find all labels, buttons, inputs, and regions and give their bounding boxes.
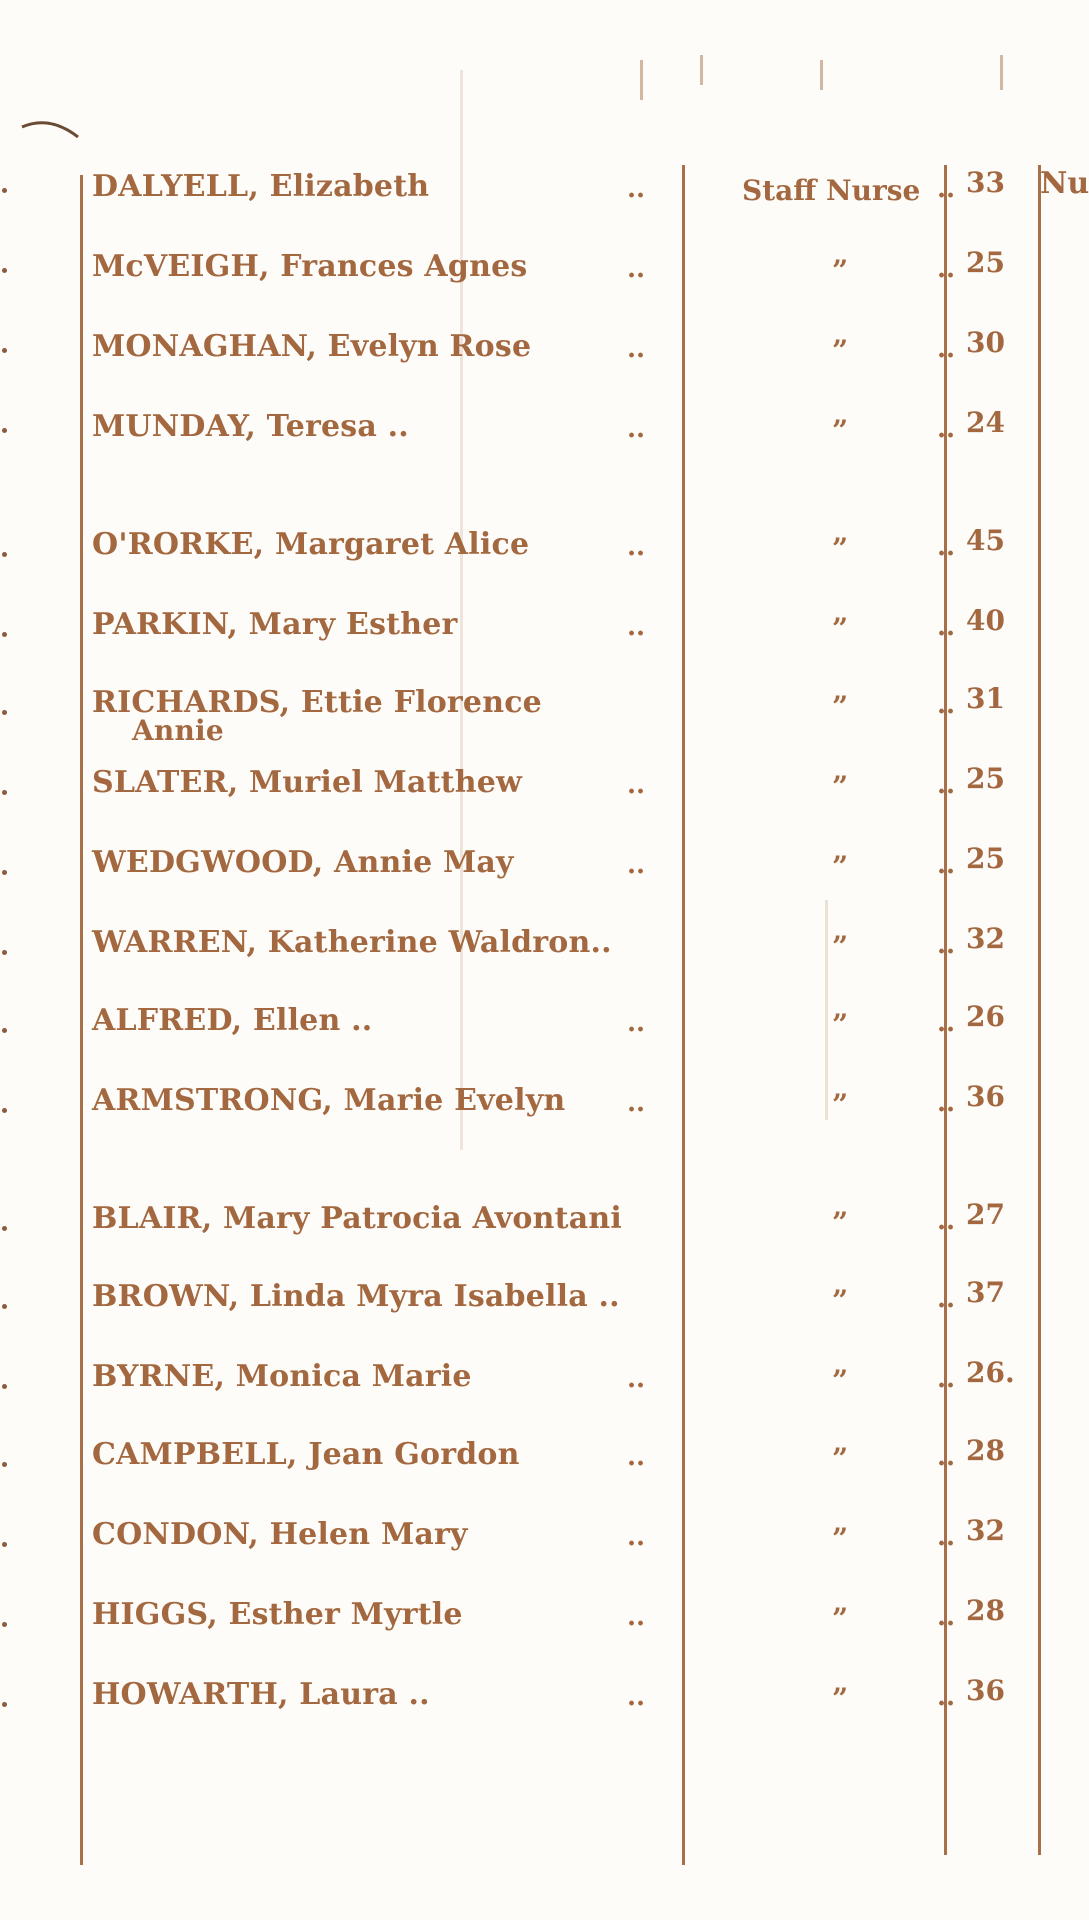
nurse-name: MONAGHAN, Evelyn Rose <box>92 329 532 364</box>
margin-dot <box>2 268 7 273</box>
margin-dot <box>2 1108 7 1113</box>
age-cell: 36 <box>966 1674 1005 1707</box>
table-row <box>92 842 1072 906</box>
ditto-mark: ” <box>832 1008 849 1041</box>
rank-leader-dots: .. <box>937 930 956 960</box>
margin-dot <box>2 1384 7 1389</box>
nurse-name: McVEIGH, Frances Agnes <box>92 249 528 284</box>
paper-speck <box>1000 55 1003 90</box>
margin-dot <box>2 632 7 637</box>
margin-dot <box>2 1622 7 1627</box>
age-cell: 36 <box>966 1080 1005 1113</box>
margin-dot <box>2 1226 7 1231</box>
age-cell: 45 <box>966 524 1005 557</box>
rank-leader-dots: .. <box>937 1284 956 1314</box>
margin-dot <box>2 950 7 955</box>
margin-dot <box>2 188 7 193</box>
leader-dots: .. <box>627 532 646 562</box>
ditto-mark: ” <box>832 930 849 963</box>
nurse-name: CAMPBELL, Jean Gordon <box>92 1437 520 1472</box>
rank-leader-dots: .. <box>937 1442 956 1472</box>
rank-leader-dots: .. <box>937 612 956 642</box>
nurse-name: WARREN, Katherine Waldron.. <box>92 925 612 960</box>
rank-leader-dots: .. <box>937 254 956 284</box>
table-row <box>92 1198 1072 1262</box>
margin-dot <box>2 1542 7 1547</box>
ditto-mark: ” <box>832 1522 849 1555</box>
table-row <box>92 604 1072 668</box>
ditto-mark: ” <box>832 1284 849 1317</box>
age-cell: 26 <box>966 1000 1005 1033</box>
age-cell: 25 <box>966 246 1005 279</box>
cut-off-text: Nu <box>1040 166 1089 201</box>
rank-leader-dots: .. <box>937 174 956 204</box>
leader-dots: .. <box>627 254 646 284</box>
table-row <box>92 246 1072 310</box>
nurse-name: BROWN, Linda Myra Isabella .. <box>92 1279 620 1314</box>
rank-leader-dots: .. <box>937 1008 956 1038</box>
leader-dots: .. <box>627 1442 646 1472</box>
nurse-name: ARMSTRONG, Marie Evelyn <box>92 1083 566 1118</box>
nurse-name <box>92 685 667 747</box>
nurse-name: MUNDAY, Teresa .. <box>92 409 409 444</box>
age-cell: 28 <box>966 1594 1005 1627</box>
table-row <box>92 1000 1072 1064</box>
nurse-name: BYRNE, Monica Marie <box>92 1359 472 1394</box>
age-cell: 27 <box>966 1198 1005 1231</box>
rank-leader-dots: .. <box>937 414 956 444</box>
table-row <box>92 524 1072 588</box>
ditto-mark: ” <box>832 532 849 565</box>
margin-dot <box>2 1702 7 1707</box>
margin-dot <box>2 790 7 795</box>
rank-leader-dots: .. <box>937 1522 956 1552</box>
table-row <box>92 166 1089 230</box>
table-row <box>92 1514 1072 1578</box>
leader-dots: .. <box>627 414 646 444</box>
age-cell: 32 <box>966 1514 1005 1547</box>
corner-mark <box>20 115 80 145</box>
leader-dots: .. <box>627 1008 646 1038</box>
rank-leader-dots: .. <box>937 690 956 720</box>
ditto-mark: ” <box>832 1682 849 1715</box>
table-row <box>92 1434 1072 1498</box>
ditto-mark: ” <box>832 1206 849 1239</box>
leader-dots: .. <box>627 1522 646 1552</box>
leader-dots: .. <box>627 1088 646 1118</box>
margin-dot <box>2 1028 7 1033</box>
leader-dots: .. <box>627 612 646 642</box>
table-row <box>92 762 1072 826</box>
rank-leader-dots: .. <box>937 1206 956 1236</box>
ditto-mark: ” <box>832 1364 849 1397</box>
rank-text: Staff Nurse <box>742 174 921 207</box>
nurse-name: ALFRED, Ellen .. <box>92 1003 373 1038</box>
leader-dots: .. <box>627 1364 646 1394</box>
rank-leader-dots: .. <box>937 1682 956 1712</box>
table-row <box>92 326 1072 390</box>
table-row <box>92 1276 1072 1340</box>
paper-speck <box>640 60 643 100</box>
age-cell: 33 <box>966 166 1005 199</box>
age-cell: 24 <box>966 406 1005 439</box>
nurse-name: CONDON, Helen Mary <box>92 1517 468 1552</box>
nurse-name-line1: RICHARDS, Ettie Florence <box>92 685 542 720</box>
rank-leader-dots: .. <box>937 1602 956 1632</box>
ditto-mark: ” <box>832 690 849 723</box>
age-cell: 25 <box>966 842 1005 875</box>
left-border-rule <box>80 175 83 1865</box>
leader-dots: .. <box>627 334 646 364</box>
ditto-mark: ” <box>832 770 849 803</box>
paper-speck <box>700 55 703 85</box>
rank-leader-dots: .. <box>937 770 956 800</box>
rank-leader-dots: .. <box>937 1088 956 1118</box>
ditto-mark: ” <box>832 1088 849 1121</box>
ditto-mark: ” <box>832 850 849 883</box>
leader-dots: .. <box>627 1682 646 1712</box>
table-row <box>92 1356 1072 1420</box>
table-row <box>92 1080 1072 1144</box>
rank-leader-dots: .. <box>937 532 956 562</box>
margin-dot <box>2 428 7 433</box>
rank-leader-dots: .. <box>937 1364 956 1394</box>
table-row <box>92 682 1072 747</box>
leader-dots: .. <box>627 1602 646 1632</box>
nurse-name: DALYELL, Elizabeth <box>92 169 430 204</box>
ditto-mark: ” <box>832 254 849 287</box>
margin-dot <box>2 348 7 353</box>
rank-leader-dots: .. <box>937 850 956 880</box>
ditto-mark: ” <box>832 612 849 645</box>
margin-dot <box>2 710 7 715</box>
nurse-name: HOWARTH, Laura .. <box>92 1677 430 1712</box>
ditto-mark: ” <box>832 414 849 447</box>
nurse-name: HIGGS, Esther Myrtle <box>92 1597 463 1632</box>
nurse-name: O'RORKE, Margaret Alice <box>92 527 530 562</box>
nurse-name-continuation: Annie <box>132 714 224 747</box>
nurse-name: SLATER, Muriel Matthew <box>92 765 523 800</box>
nurse-name: PARKIN, Mary Esther <box>92 607 458 642</box>
table-row <box>92 922 1072 986</box>
age-cell: 28 <box>966 1434 1005 1467</box>
age-cell: 26. <box>966 1356 1015 1389</box>
table-row <box>92 1674 1072 1738</box>
nurse-name: WEDGWOOD, Annie May <box>92 845 514 880</box>
age-cell: 30 <box>966 326 1005 359</box>
paper-speck <box>820 60 823 90</box>
leader-dots: .. <box>627 850 646 880</box>
age-cell: 31 <box>966 682 1005 715</box>
leader-dots: .. <box>627 770 646 800</box>
margin-dot <box>2 870 7 875</box>
margin-dot <box>2 552 7 557</box>
age-cell: 32 <box>966 922 1005 955</box>
ditto-mark: ” <box>832 1442 849 1475</box>
age-cell: 37 <box>966 1276 1005 1309</box>
age-cell: 25 <box>966 762 1005 795</box>
ditto-mark: ” <box>832 1602 849 1635</box>
margin-dot <box>2 1304 7 1309</box>
leader-dots: .. <box>627 174 646 204</box>
margin-dot <box>2 1462 7 1467</box>
table-row <box>92 406 1072 470</box>
age-cell: 40 <box>966 604 1005 637</box>
rank-cell <box>742 174 962 207</box>
rank-leader-dots: .. <box>937 334 956 364</box>
ditto-mark: ” <box>832 334 849 367</box>
table-row <box>92 1594 1072 1658</box>
nurse-name: BLAIR, Mary Patrocia Avontani <box>92 1201 622 1236</box>
